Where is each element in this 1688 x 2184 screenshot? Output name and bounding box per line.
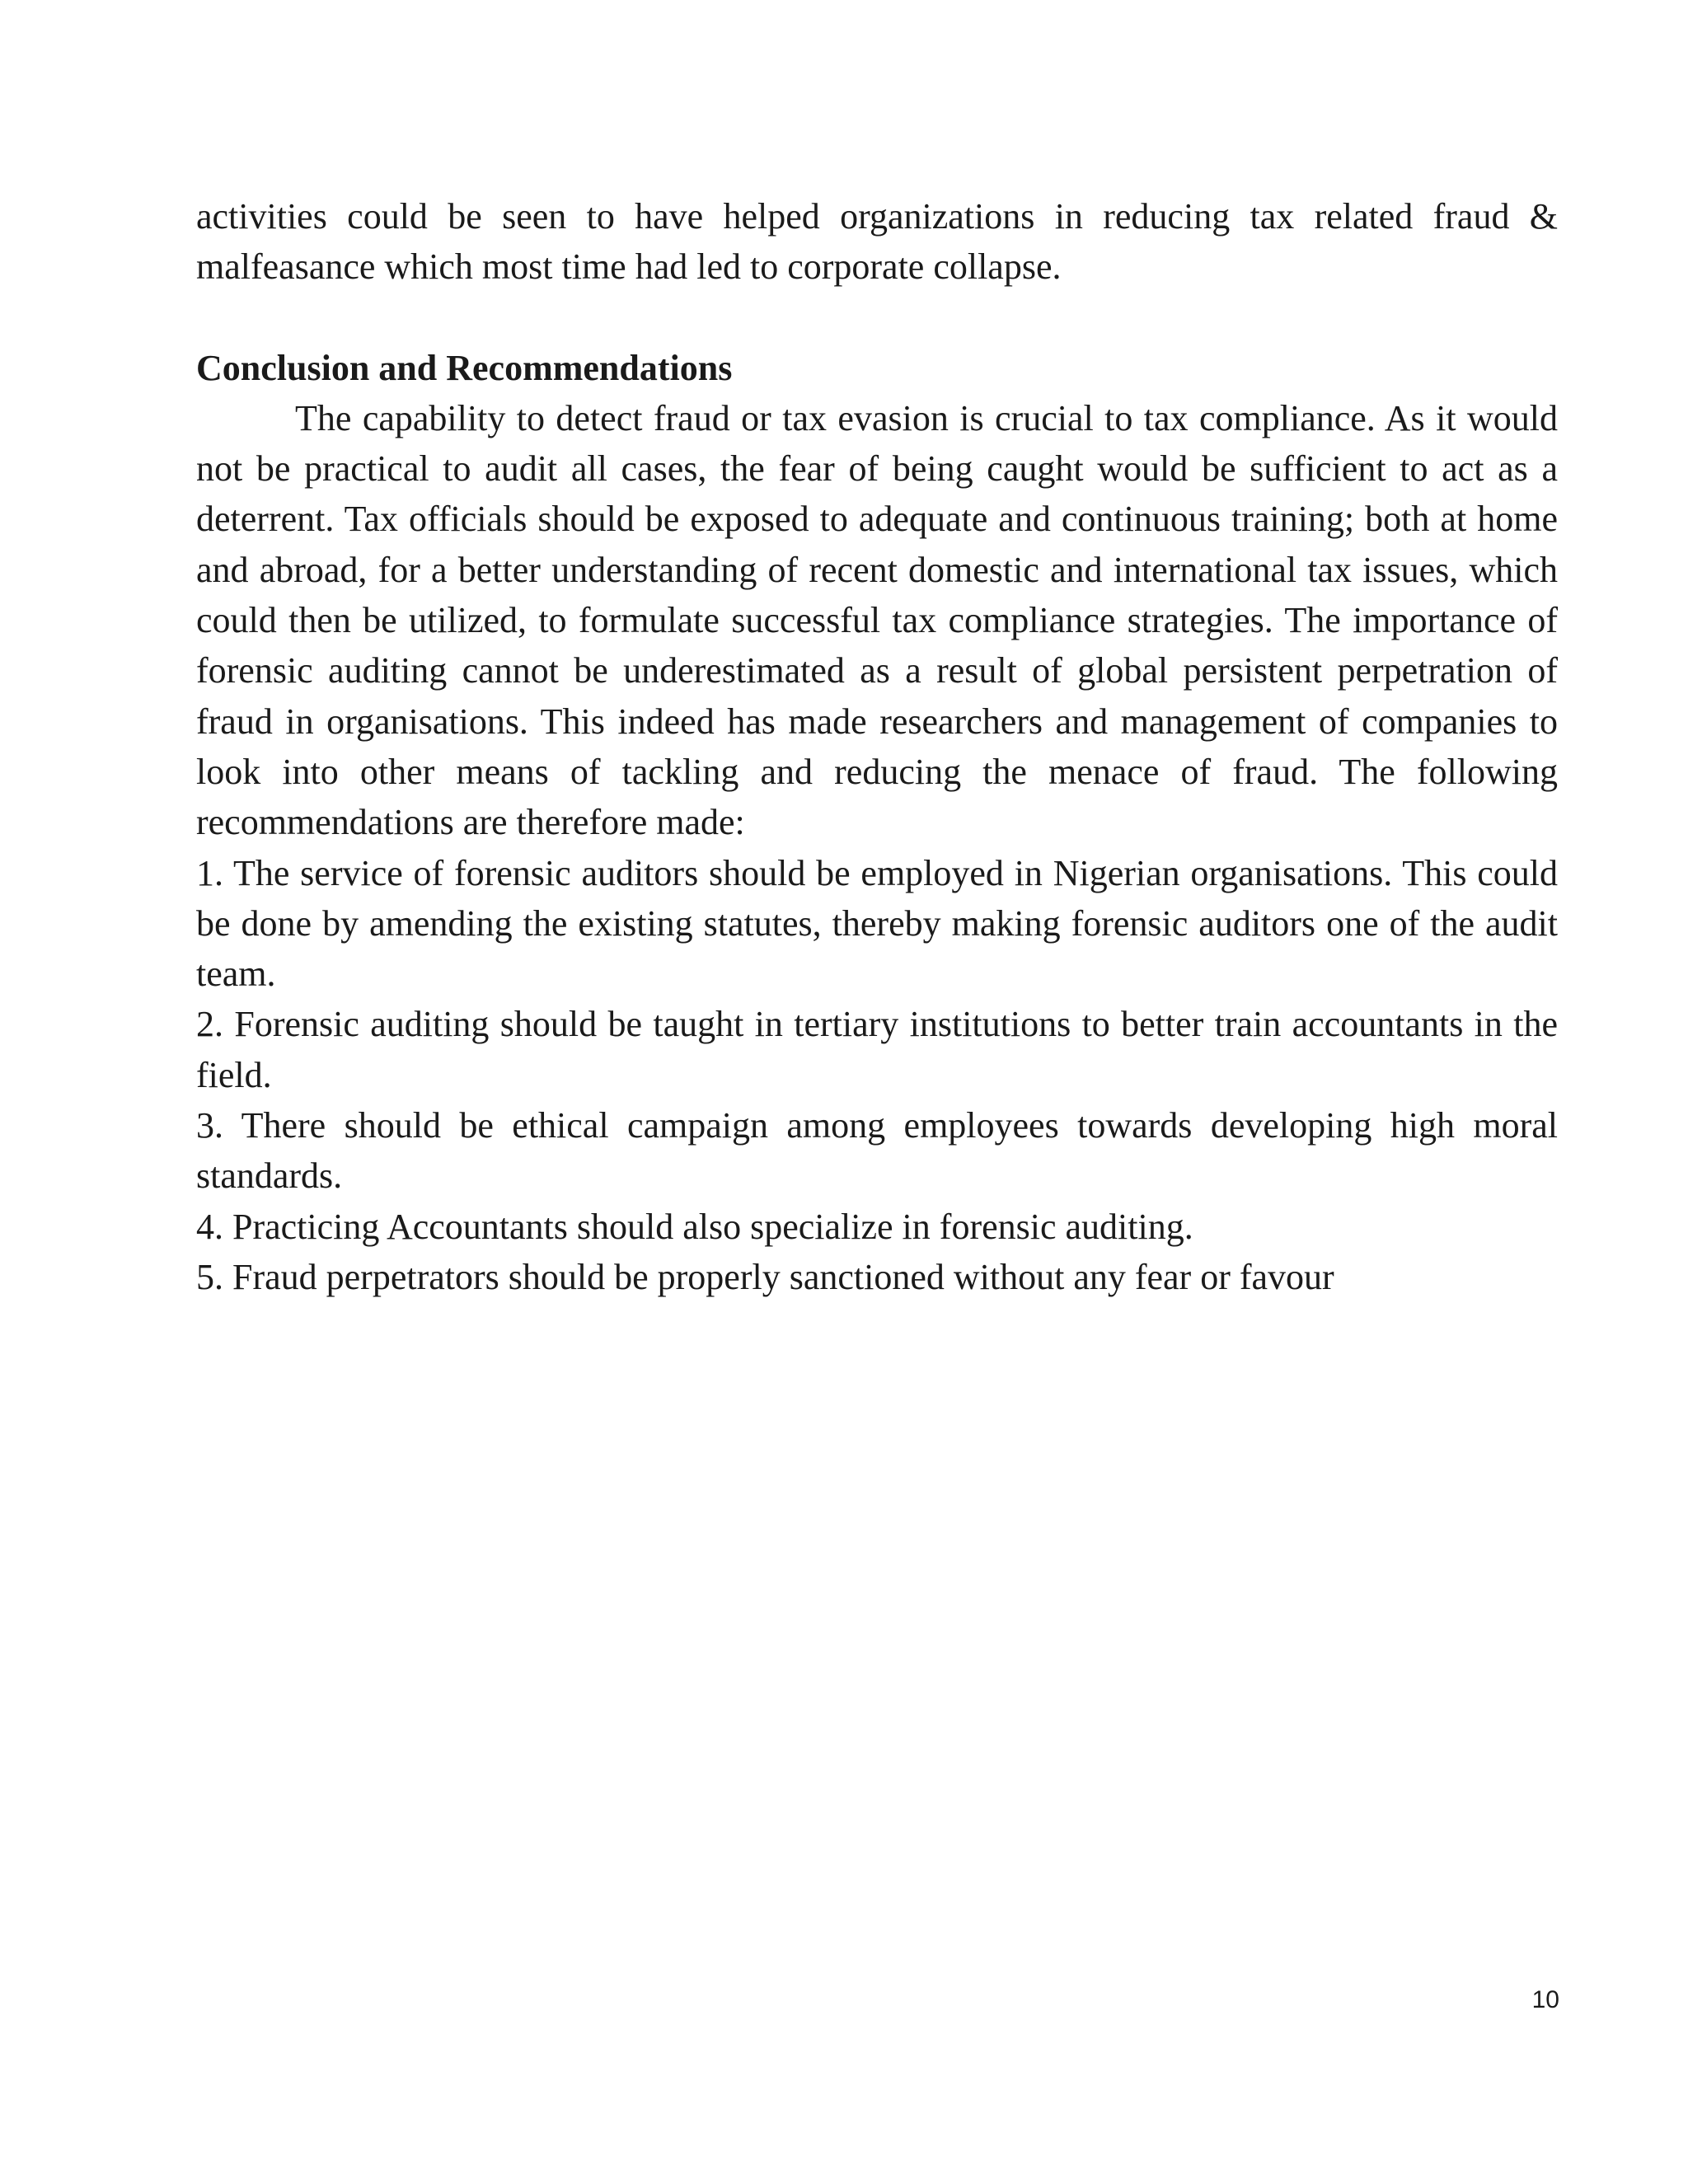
page-number: 10 [1531, 1986, 1559, 2013]
page-content [196, 191, 1558, 1302]
continuation-paragraph: activities could be seen to have helped organizations in reducing tax related fraud & malfeasance which most time had led to corporate collapse. [196, 196, 1558, 288]
section-heading: Conclusion and Recommendations [196, 347, 733, 388]
recommendation-item-4: 4. Practicing Accountants should also specialize in forensic auditing. [196, 1206, 1193, 1247]
recommendation-item-2: 2. Forensic auditing should be taught in tertiary institutions to better train accountants in the field. [196, 1004, 1558, 1095]
recommendation-item-5: 5. Fraud perpetrators should be properly sanctioned without any fear or favour [196, 1256, 1334, 1297]
conclusion-paragraph: The capability to detect fraud or tax evasion is crucial to tax compliance. As it would not be practical to audit all cases, the fear of being caught would be sufficient to act as a deterrent. Tax officials should be exposed to adequate and continuous training; both at home and abroad, for a better understanding of recent domestic and international tax issues, which could then be utilized, to formulate successful tax compliance strategies. The importance of forensic auditing cannot be underestimated as a result of global persistent perpetration of fraud in organisations. This indeed has made researchers and management of companies to look into other means of tackling and reducing the menace of fraud. The following recommendations are therefore made: [196, 397, 1558, 843]
recommendation-item-3: 3. There should be ethical campaign among employees towards developing high moral standards. [196, 1105, 1558, 1197]
recommendation-item-1: 1. The service of forensic auditors should be employed in Nigerian organisations. This could be done by amending the existing statutes, thereby making forensic auditors one of the audit team. [196, 852, 1558, 995]
